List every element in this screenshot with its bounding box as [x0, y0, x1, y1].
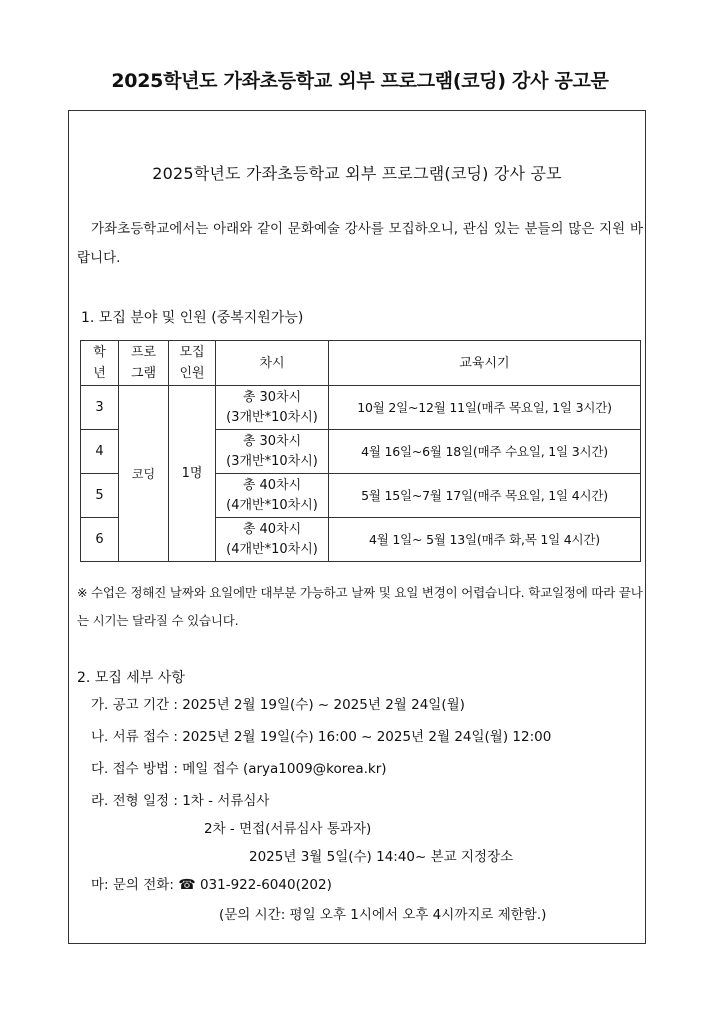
inquiry-label: 마: 문의 전화:: [91, 877, 174, 893]
notice-frame: [68, 110, 646, 944]
header-sessions: 차시: [216, 341, 329, 386]
cell-sessions: 총 30차시 (3개반*10차시): [216, 430, 329, 474]
screening-stage1-item: 라. 전형 일정 : 1차 - 서류심사: [91, 793, 270, 809]
inquiry-phone-item: [91, 873, 332, 893]
inquiry-hours-item: (문의 시간: 평일 오후 1시에서 오후 4시까지로 제한함.): [219, 907, 547, 923]
cell-grade: 5: [81, 474, 119, 518]
table-header-row: [81, 341, 641, 386]
screening-stage2-item: 2차 - 면접(서류심사 통과자): [204, 821, 372, 837]
section1-heading: 1. 모집 분야 및 인원 (중복지원가능): [81, 310, 304, 326]
cell-grade: 6: [81, 518, 119, 562]
header-period: 교육시기: [329, 341, 641, 386]
cell-sessions: 총 40차시 (4개반*10차시): [216, 474, 329, 518]
page-title: 2025학년도 가좌초등학교 외부 프로그램(코딩) 강사 공고문: [111, 70, 609, 92]
section2-heading: 2. 모집 세부 사항: [77, 670, 185, 686]
cell-period: 10월 2일~12월 11일(매주 목요일, 1일 3시간): [329, 386, 641, 430]
cell-program: 코딩: [119, 386, 169, 562]
cell-grade: 3: [81, 386, 119, 430]
document-submission-item: 나. 서류 접수 : 2025년 2월 19일(수) 16:00 ~ 2025년 2월 24일(월) 12:00: [91, 729, 552, 745]
cell-period: 5월 15일~7월 17일(매주 목요일, 1일 4시간): [329, 474, 641, 518]
table-row: [81, 386, 641, 430]
submission-method-item: 다. 접수 방법 : 메일 접수 (arya1009@korea.kr): [91, 761, 387, 777]
recruitment-table: [80, 340, 641, 562]
cell-sessions: 총 30차시 (3개반*10차시): [216, 386, 329, 430]
cell-headcount: 1명: [169, 386, 216, 562]
phone-icon: ☎: [178, 877, 196, 893]
header-program: 프로 그램: [119, 341, 169, 386]
notice-title: 2025학년도 가좌초등학교 외부 프로그램(코딩) 강사 공모: [152, 164, 562, 183]
notice-period-item: 가. 공고 기간 : 2025년 2월 19일(수) ~ 2025년 2월 24일(월): [91, 697, 465, 713]
intro-paragraph: 가좌초등학교에서는 아래와 같이 문화예술 강사를 모집하오니, 관심 있는 분들의 많은 지원 바랍니다.: [77, 221, 643, 266]
schedule-note: ※ 수업은 정해진 날짜와 요일에만 대부분 가능하고 날짜 및 요일 변경이 어렵습니다. 학교일정에 따라 끝나는 시기는 달라질 수 있습니다.: [77, 585, 643, 628]
cell-sessions: 총 40차시 (4개반*10차시): [216, 518, 329, 562]
cell-grade: 4: [81, 430, 119, 474]
cell-period: 4월 1일~ 5월 13일(매주 화,목 1일 4시간): [329, 518, 641, 562]
header-grade: 학 년: [81, 341, 119, 386]
phone-number: 031-922-6040(202): [199, 877, 332, 893]
interview-schedule-item: 2025년 3월 5일(수) 14:40~ 본교 지정장소: [249, 849, 514, 865]
cell-period: 4월 16일~6월 18일(매주 수요일, 1일 3시간): [329, 430, 641, 474]
header-headcount: 모집 인원: [169, 341, 216, 386]
